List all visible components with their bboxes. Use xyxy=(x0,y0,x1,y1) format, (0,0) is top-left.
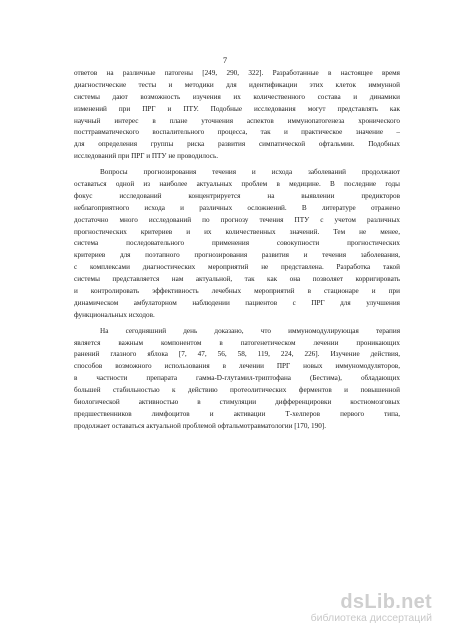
text-line: системы представляется нам актуальной, так как она позволяет корригировать xyxy=(74,275,400,284)
text-line: является важным компонентом в патогенетическом лечении проникающих xyxy=(74,338,400,347)
paragraph xyxy=(74,167,400,322)
text-line: способов возможного использования в лечении ПРГ новых иммуномодуляторов, xyxy=(74,362,400,371)
text-line: научный интерес в плане уточнения аспектов иммунопатогенеза хронического xyxy=(74,116,400,125)
text-line: ранений глазного яблока [7, 47, 56, 58, 119, 224, 226]. Изучение действия, xyxy=(74,350,400,359)
text-line: большей стабильностью к действию протеолитических ферментов и повышенной xyxy=(74,386,400,395)
text-line: диагностические тесты и методики для идентификации этих клеток иммунной xyxy=(74,80,400,89)
page-number: 7 xyxy=(222,55,228,65)
text-line: предшественников лимфоцитов и активации Т-хелперов первого типа, xyxy=(74,409,400,418)
text-line: неблагоприятного исхода и различных осложнений. В литературе отражено xyxy=(74,203,400,212)
text-line: для определения группы риска развития симпатической офтальмии. Подобных xyxy=(74,140,400,149)
paragraph xyxy=(74,68,400,163)
text-line: фокус исследований концентрируется на выявлении предикторов xyxy=(74,191,400,200)
text-line: динамическом амбулаторном наблюдении пациентов с ПРГ для улучшения xyxy=(74,298,400,307)
text-line: оставаться одной из наиболее актуальных проблем в медицине. В последние годы xyxy=(74,180,400,189)
text-line: ответов на различные патогены [249, 290, 322]. Разработанные в настоящее время xyxy=(74,69,400,77)
text-line: исследований при ПРГ и ПТУ не проводилось. xyxy=(74,152,219,161)
watermark-logo: dsLib.net xyxy=(340,591,432,613)
paragraph xyxy=(74,326,400,433)
body-text xyxy=(74,68,400,433)
text-line: системы дают возможность изучения их количественного состава и динамики xyxy=(74,92,400,101)
text-line: изменений при ПРГ и ПТУ. Подобные исследования могут представлять как xyxy=(74,104,400,113)
text-line: функциональных исходов. xyxy=(74,310,155,319)
text-line: посттравматического воспалительного процесса, так и практическое значение – xyxy=(74,128,400,137)
text-line: Вопросы прогнозирования течения и исхода заболеваний продолжают xyxy=(100,168,400,177)
text-line: с комплексами диагностических мероприятий не представлена. Разработка такой xyxy=(74,263,400,272)
text-line: в частности препарата гамма-D-глутамил-триптофана (Бестима), обладающих xyxy=(74,374,400,383)
text-line: и контролировать эффективность лечебных мероприятий в стационаре и при xyxy=(74,287,400,296)
text-line: система последовательного применения совокупности прогностических xyxy=(74,239,400,248)
text-line: На сегодняшний день доказано, что иммуномодулирующая терапия xyxy=(100,326,400,335)
text-line: прогностических критериев и их количественных значений. Тем не менее, xyxy=(74,227,400,236)
watermark xyxy=(311,592,432,625)
text-line: биологической активностью в стимуляции дифференцировки костномозговых xyxy=(74,398,400,407)
watermark-subtitle: библиотека диссертаций xyxy=(310,612,432,624)
text-line: продолжает оставаться актуальной проблемой офтальмотравматологии [170, 190]. xyxy=(74,421,326,430)
text-line: достаточно много исследований по прогнозу течения ПТУ с учетом различных xyxy=(74,215,400,224)
text-line: критериев для поэтапного прогнозирования развития и течения заболевания, xyxy=(74,251,400,260)
